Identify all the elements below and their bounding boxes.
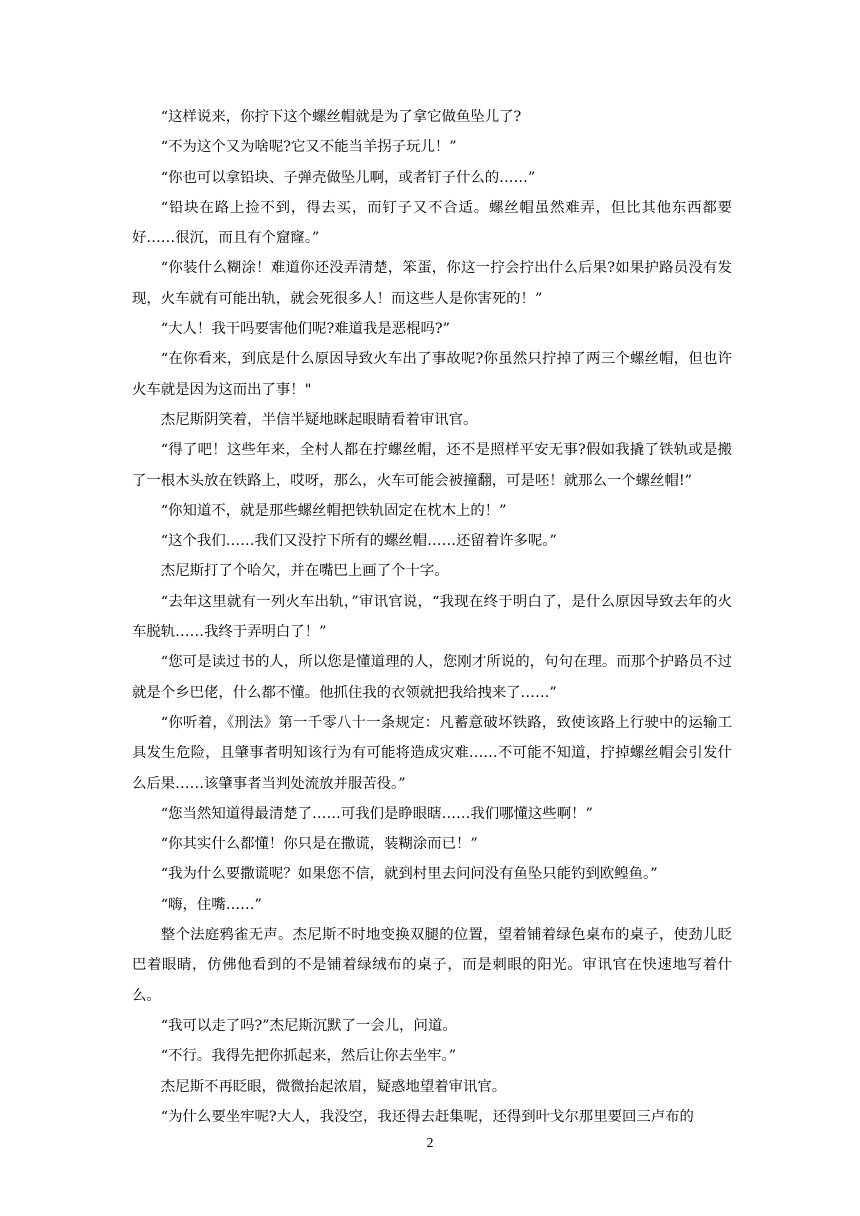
paragraph: “嗨，住嘴……” — [160, 896, 262, 913]
paragraph: “这样说来，你拧下这个螺丝帽就是为了拿它做鱼坠儿了? — [160, 109, 522, 125]
paragraph: “不行。我得先把你抓起来，然后让你去坐牢。” — [160, 1048, 457, 1065]
paragraph: 整个法庭鸦雀无声。杰尼斯不时地变换双腿的位置，望着铺着绿色桌布的桌子，使劲儿眨巴着眼睛，仿佛他看到的不是铺着绿绒布的桌子，而是刺眼的阳光。审讯官在快速地写着什么。 — [132, 927, 732, 1004]
paragraph: “你其实什么都懂！你只是在撒谎，装糊涂而已！” — [160, 836, 478, 853]
paragraph: “得了吧！这些年来，全村人都在拧螺丝帽，还不是照样平安无事?假如我撬了铁轨或是搬了一根木头放在铁路上，哎呀，那么，火车可能会被撞翻，可是呸！就那么一个螺丝帽!” — [132, 442, 732, 489]
paragraph: “你也可以拿铅块、子弹壳做坠儿啊，或者钉子什么的……” — [160, 169, 536, 186]
page-number: 2 — [426, 1136, 434, 1151]
paragraph: “你听着，《刑法》第一千零八十一条规定：凡蓄意破坏铁路，致使该路上行驶中的运输工具发生危险，且肇事者明知该行为有可能将造成灾难……不可能不知道，拧掉螺丝帽会引发什么后果……该肇事者当判处流放并服苦役。” — [132, 714, 732, 792]
paragraph: “我可以走了吗?”杰尼斯沉默了一会儿，问道。 — [160, 1017, 457, 1034]
paragraph: 杰尼斯不再眨眼，微微抬起浓眉，疑惑地望着审讯官。 — [160, 1078, 507, 1095]
paragraph: “大人！我干吗要害他们呢?难道我是恶棍吗?” — [160, 321, 450, 338]
paragraph: 杰尼斯打了个哈欠，并在嘴巴上画了个十字。 — [160, 563, 449, 580]
paragraph: “这个我们……我们又没拧下所有的螺丝帽……还留着许多呢。” — [160, 533, 557, 550]
paragraph: “去年这里就有一列火车出轨，”审讯官说，“我现在终于明白了，是什么原因导致去年的火车脱轨……我终于弄明白了！” — [132, 593, 732, 641]
paragraph: “你知道不，就是那些螺丝帽把铁轨固定在枕木上的！” — [160, 502, 507, 519]
paragraph: “我为什么要撒谎呢？如果您不信，就到村里去问问没有鱼坠只能钓到欧鳇鱼。” — [160, 866, 658, 883]
paragraph: “您可是读过书的人，所以您是懂道理的人，您刚才所说的，句句在理。而那个护路员不过就是个乡巴佬，什么都不懂。他抓住我的衣领就把我给拽来了……” — [132, 654, 732, 701]
paragraph: “为什么要坐牢呢?大人，我没空，我还得去赶集呢，还得到叶戈尔那里要回三卢布的 — [160, 1108, 694, 1125]
text-body — [132, 102, 732, 1132]
paragraph: “铅块在路上捡不到，得去买，而钉子又不合适。螺丝帽虽然难弄，但比其他东西都要好……很沉，而且有个窟窿。” — [132, 199, 732, 247]
paragraph: “不为这个又为啥呢?它又不能当羊拐子玩儿！” — [160, 139, 457, 156]
paragraph: “你装什么糊涂！难道你还没弄清楚，笨蛋，你这一拧会拧出什么后果?如果护路员没有发现，火车就有可能出轨，就会死很多人！而这些人是你害死的！” — [132, 260, 732, 307]
paragraph: “您当然知道得最清楚了……可我们是睁眼瞎……我们哪懂这些啊！” — [160, 805, 593, 822]
paragraph: 杰尼斯阴笑着，半信半疑地眯起眼睛看着审讯官。 — [160, 411, 478, 428]
paragraph: “在你看来，到底是什么原因导致火车出了事故呢?你虽然只拧掉了两三个螺丝帽，但也许火车就是因为这而出了事！" — [132, 351, 732, 398]
